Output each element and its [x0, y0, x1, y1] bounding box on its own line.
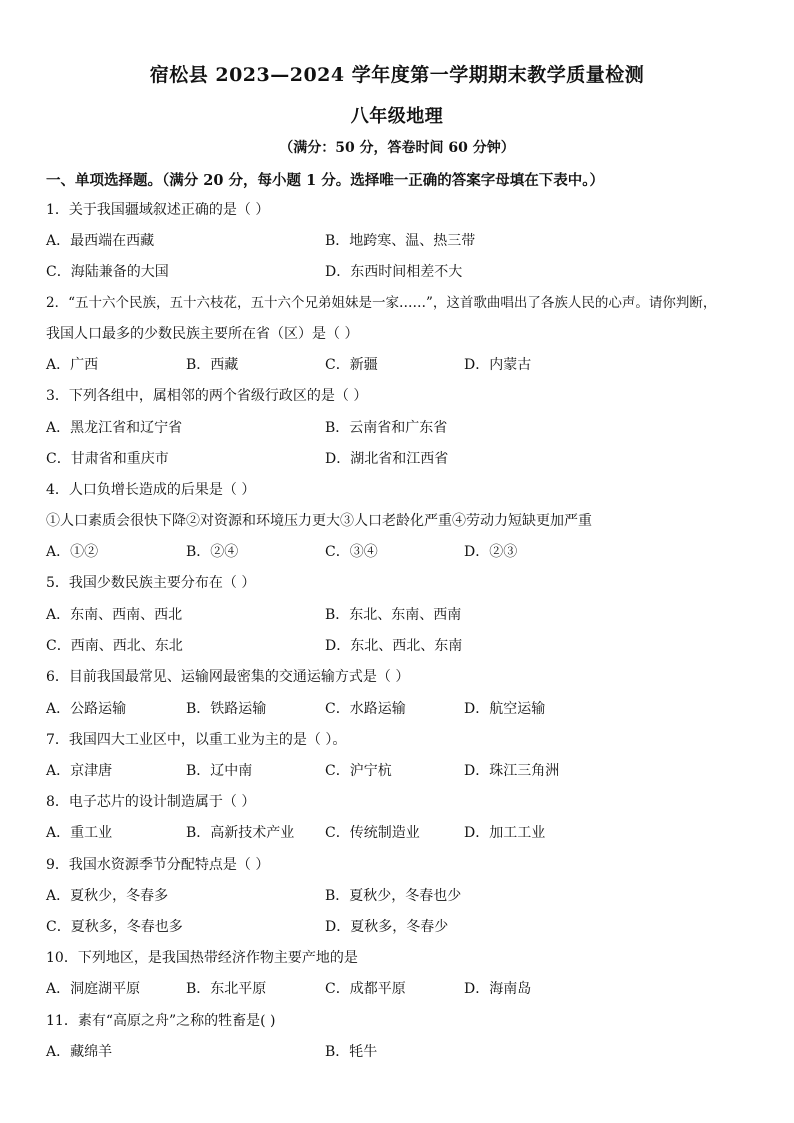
question-3-option-a: A．黑龙江省和辽宁省 [46, 420, 183, 436]
question-7-option-c: C．沪宁杭 [325, 763, 392, 779]
question-4-items: ①人口素质会很快下降②对资源和环境压力更大③人口老龄化严重④劳动力短缺更加严重 [46, 513, 592, 529]
question-10-option-c: C．成都平原 [325, 981, 406, 997]
question-3-option-b: B．云南省和广东省 [325, 420, 448, 436]
question-9-option-b: B．夏秋少，冬春也少 [325, 888, 462, 904]
question-8-option-b: B．高新技术产业 [186, 825, 295, 841]
question-2-stem-line-2: 我国人口最多的少数民族主要所在省（区）是（ ） [46, 326, 359, 342]
question-1-option-b: B．地跨寒、温、热三带 [325, 233, 476, 249]
question-11-option-b: B．牦牛 [325, 1044, 378, 1060]
question-4-option-d: D．②③ [464, 544, 518, 560]
question-11-option-a: A．藏绵羊 [46, 1044, 113, 1060]
question-5-option-d: D．东北、西北、东南 [325, 638, 463, 654]
question-4-stem: 4．人口负增长造成的后果是（ ） [46, 482, 256, 498]
question-4-option-a: A．①② [46, 544, 99, 560]
question-10-stem: 10．下列地区，是我国热带经济作物主要产地的是 [46, 950, 358, 966]
question-9-stem: 9．我国水资源季节分配特点是（ ） [46, 857, 270, 873]
question-9-option-c: C．夏秋多，冬春也多 [46, 919, 183, 935]
question-8-option-a: A．重工业 [46, 825, 113, 841]
question-6-option-b: B．铁路运输 [186, 701, 267, 717]
question-2-option-c: C．新疆 [325, 357, 378, 373]
question-9-option-a: A．夏秋少，冬春多 [46, 888, 169, 904]
question-10-option-b: B．东北平原 [186, 981, 267, 997]
question-10-option-a: A．洞庭湖平原 [46, 981, 141, 997]
question-3-stem: 3．下列各组中，属相邻的两个省级行政区的是（ ） [46, 388, 368, 404]
question-2-option-d: D．内蒙古 [464, 357, 532, 373]
question-3-option-d: D．湖北省和江西省 [325, 451, 449, 467]
question-11-stem: 11．素有“高原之舟”之称的牲畜是( ) [46, 1013, 276, 1029]
exam-title: 宿松县 2023—2024 学年度第一学期期末教学质量检测 [149, 64, 645, 86]
question-6-option-a: A．公路运输 [46, 701, 127, 717]
question-1-stem: 1．关于我国疆域叙述正确的是（ ） [46, 202, 270, 218]
question-8-option-d: D．加工工业 [464, 825, 546, 841]
question-6-option-c: C．水路运输 [325, 701, 406, 717]
question-1-option-d: D．东西时间相差不大 [325, 264, 463, 280]
question-7-option-d: D．珠江三角洲 [464, 763, 560, 779]
question-9-option-d: D．夏秋多，冬春少 [325, 919, 449, 935]
question-1-option-c: C．海陆兼备的大国 [46, 264, 169, 280]
question-7-option-b: B．辽中南 [186, 763, 253, 779]
section-heading: 一、单项选择题。（满分 20 分，每小题 1 分。选择唯一正确的答案字母填在下表中。） [46, 172, 604, 189]
question-5-option-a: A．东南、西南、西北 [46, 607, 183, 623]
question-5-option-c: C．西南、西北、东北 [46, 638, 183, 654]
question-5-option-b: B．东北、东南、西南 [325, 607, 462, 623]
question-5-stem: 5．我国少数民族主要分布在（ ） [46, 575, 256, 591]
question-2-option-a: A．广西 [46, 357, 99, 373]
question-2-option-b: B．西藏 [186, 357, 239, 373]
question-8-option-c: C．传统制造业 [325, 825, 420, 841]
exam-meta: （满分：50 分，答卷时间 60 分钟） [279, 140, 515, 156]
question-6-option-d: D．航空运输 [464, 701, 546, 717]
question-1-option-a: A．最西端在西藏 [46, 233, 155, 249]
question-3-option-c: C．甘肃省和重庆市 [46, 451, 169, 467]
question-10-option-d: D．海南岛 [464, 981, 532, 997]
question-2-stem-line-1: 2．“五十六个民族，五十六枝花，五十六个兄弟姐妹是一家……”，这首歌曲唱出了各族人民的心声。请你判断， [46, 295, 717, 311]
question-7-stem: 7．我国四大工业区中，以重工业为主的是（ ）。 [46, 732, 347, 748]
exam-subtitle: 八年级地理 [350, 106, 444, 127]
question-4-option-b: B．②④ [186, 544, 239, 560]
question-6-stem: 6．目前我国最常见、运输网最密集的交通运输方式是（ ） [46, 669, 410, 685]
question-8-stem: 8．电子芯片的设计制造属于（ ） [46, 794, 256, 810]
question-4-option-c: C．③④ [325, 544, 378, 560]
question-7-option-a: A．京津唐 [46, 763, 113, 779]
